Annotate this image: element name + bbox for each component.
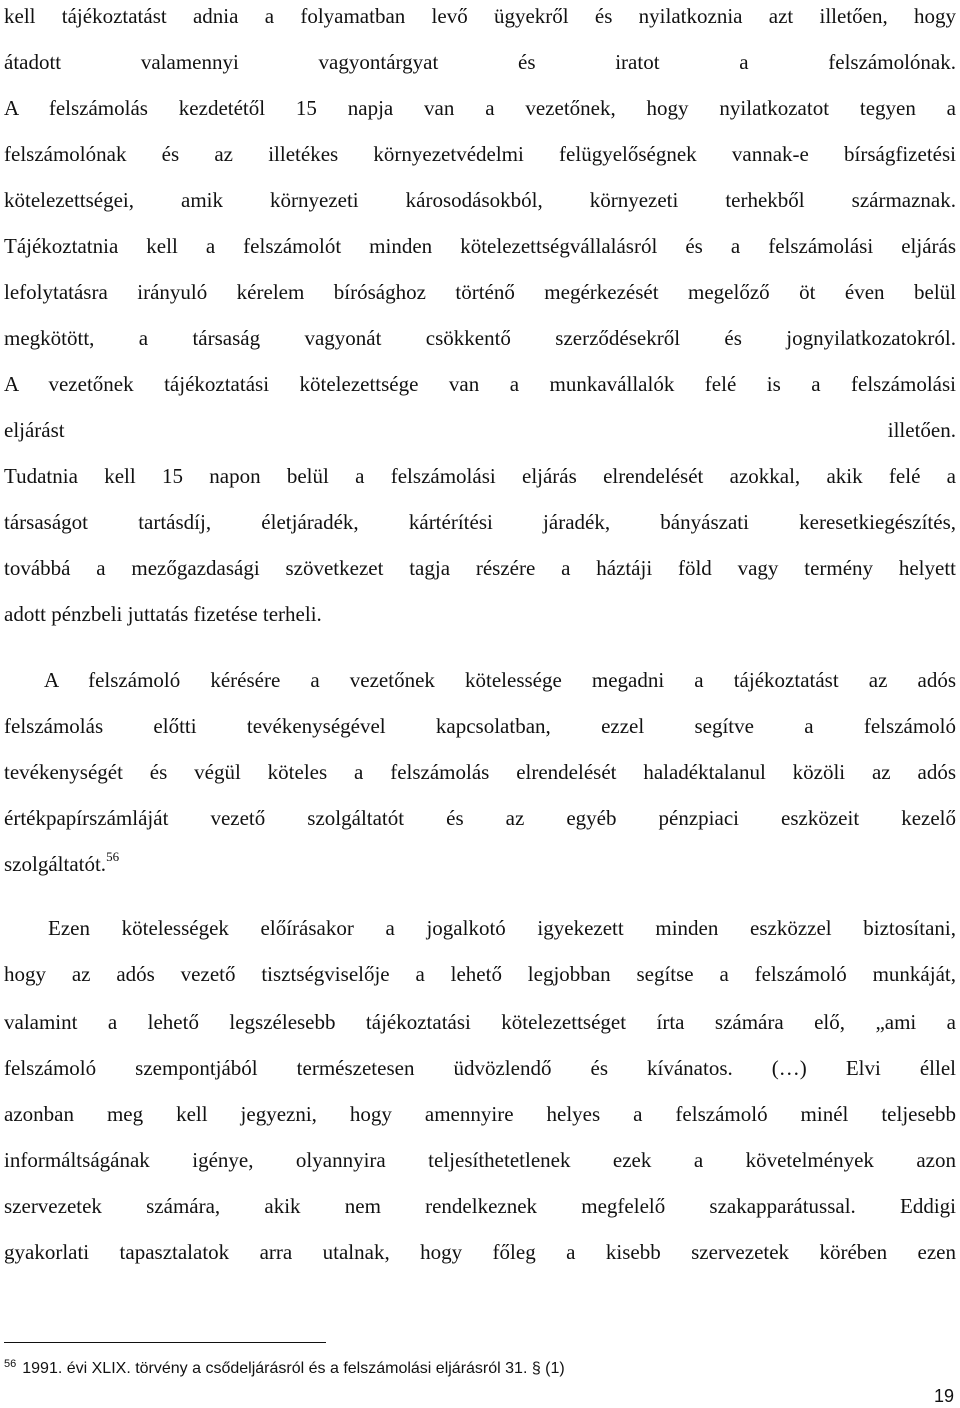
footnote-number: 56: [4, 1358, 17, 1370]
text-line: gyakorlati tapasztalatok arra utalnak, hogy főleg a kisebb szervezetek körében ezen: [4, 1240, 956, 1264]
text-line: szervezetek számára, akik nem rendelkeznek megfelelő szakapparátussal. Eddigi: [4, 1194, 956, 1218]
text-line: valamint a lehető legszélesebb tájékoztatási kötelezettséget írta számára elő, „ami a: [4, 1010, 956, 1034]
footnote-separator: [4, 1342, 326, 1343]
text-line: [4, 849, 120, 876]
text-line: Tájékoztatnia kell a felszámolót minden kötelezettségvállalásról és a felszámolási eljárás: [4, 234, 956, 258]
text-line: A felszámolás kezdetétől 15 napja van a vezetőnek, hogy nyilatkozatot tegyen a: [4, 96, 956, 120]
footnote: [4, 1360, 565, 1378]
text-line: megkötött, a társaság vagyonát csökkentő szerződésekről és jognyilatkozatokról.: [4, 326, 956, 350]
text-line: illetően.: [887, 418, 956, 442]
text-line: továbbá a mezőgazdasági szövetkezet tagja részére a háztáji föld vagy termény helyett: [4, 556, 956, 580]
text-line: értékpapírszámláját vezető szolgáltatót és az egyéb pénzpiaci eszközeit kezelő: [4, 806, 956, 830]
text-line: felszámolás előtti tevékenységével kapcsolatban, ezzel segítve a felszámoló: [4, 714, 956, 738]
text-line: lefolytatásra irányuló kérelem bírósághoz történő megérkezését megelőző öt éven belül: [4, 280, 956, 304]
text-line: adott pénzbeli juttatás fizetése terheli.: [4, 602, 322, 626]
text-line: átadott valamennyi vagyontárgyat és iratot a felszámolónak.: [4, 50, 956, 74]
text-line: A vezetőnek tájékoztatási kötelezettsége van a munkavállalók felé is a felszámolási: [4, 372, 956, 396]
text-line: eljárást: [4, 418, 65, 442]
text-line: felszámoló szempontjából természetesen üdvözlendő és kívánatos. (…) Elvi éllel: [4, 1056, 956, 1080]
page-number: 19: [933, 1386, 954, 1406]
text-line: A felszámoló kérésére a vezetőnek kötelessége megadni a tájékoztatást az adós: [44, 668, 956, 692]
text-line: tevékenységét és végül köteles a felszámolás elrendelését haladéktalanul közöli az adós: [4, 760, 956, 784]
text-line-content: szolgáltatót.: [4, 852, 107, 876]
text-line: kötelezettségei, amik környezeti károsodásokból, környezeti terhekből származnak.: [4, 188, 956, 212]
text-line: felszámolónak és az illetékes környezetvédelmi felügyelőségnek vannak-e bírságfizetési: [4, 142, 956, 166]
text-line: társaságot tartásdíj, életjáradék, kártérítési járadék, bányászati keresetkiegészítés,: [4, 510, 956, 534]
text-line: kell tájékoztatást adnia a folyamatban levő ügyekről és nyilatkoznia azt illetően, hogy: [4, 4, 956, 28]
footnote-reference[interactable]: 56: [106, 849, 120, 864]
text-line: Tudatnia kell 15 napon belül a felszámolási eljárás elrendelését azokkal, akik felé a: [4, 464, 956, 488]
text-line: hogy az adós vezető tisztségviselője a lehető legjobban segítse a felszámoló munkáját,: [4, 962, 956, 986]
footnote-text: 1991. évi XLIX. törvény a csődeljárásról és a felszámolási eljárásról 31. § (1): [22, 1360, 565, 1377]
text-line: informáltságának igénye, olyannyira teljesíthetetlenek ezek a követelmények azon: [4, 1148, 956, 1172]
text-line: Ezen kötelességek előírásakor a jogalkotó igyekezett minden eszközzel biztosítani,: [48, 916, 956, 940]
text-line: azonban meg kell jegyezni, hogy amennyire helyes a felszámoló minél teljesebb: [4, 1102, 956, 1126]
